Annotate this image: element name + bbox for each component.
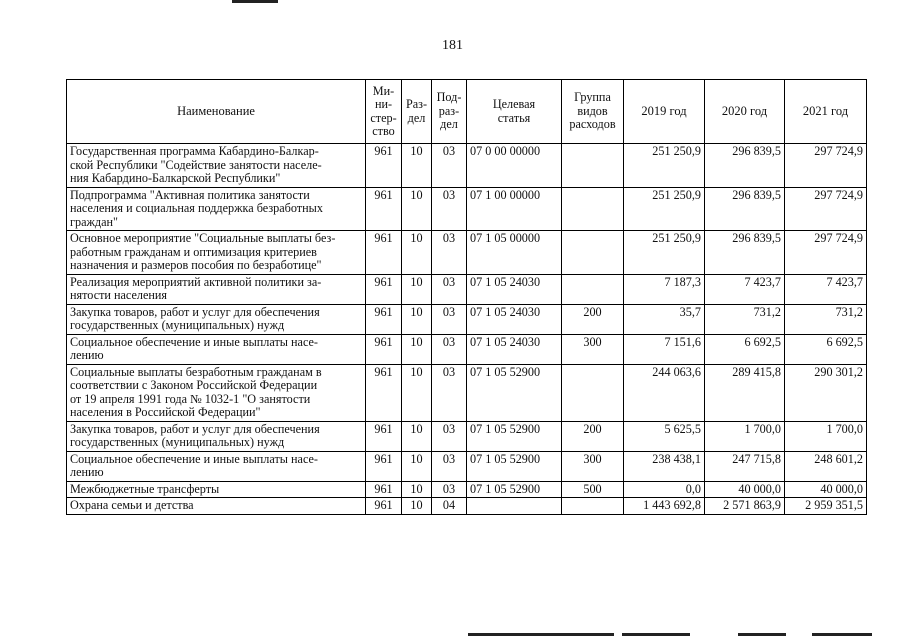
- header-section: [402, 80, 432, 144]
- amount-2020-cell: 1 700,0: [705, 421, 785, 451]
- row-name-line: Основное мероприятие "Социальные выплаты без-: [70, 231, 336, 245]
- scan-artifact-bottom: [738, 633, 786, 636]
- subsection-cell: 03: [432, 274, 467, 304]
- amount-2019-cell: 7 187,3: [624, 274, 705, 304]
- section-cell: 10: [402, 498, 432, 515]
- target-article-cell: 07 0 00 00000: [467, 144, 562, 188]
- row-name-cell: [67, 187, 366, 231]
- row-name-cell: [67, 451, 366, 481]
- row-name-line: Реализация мероприятий активной политики за-: [70, 274, 322, 289]
- amount-2019-cell: 238 438,1: [624, 451, 705, 481]
- amount-2021-cell: 1 700,0: [785, 421, 867, 451]
- target-article-cell: 07 1 05 00000: [467, 231, 562, 275]
- amount-2019-cell: 7 151,6: [624, 334, 705, 364]
- row-name-line: населения в Российской Федерации": [70, 405, 261, 419]
- table-row: [67, 481, 867, 498]
- amount-2019-cell: 251 250,9: [624, 144, 705, 188]
- expense-group-cell: 300: [562, 451, 624, 481]
- budget-table: [66, 79, 867, 515]
- header-subsection-line: Под-: [436, 90, 462, 105]
- row-name-line: Закупка товаров, работ и услуг для обеспечения: [70, 304, 320, 319]
- subsection-cell: 03: [432, 304, 467, 334]
- scan-artifact-bottom: [468, 633, 614, 636]
- header-target-line: статья: [497, 110, 531, 125]
- header-ministry-line: Ми-: [372, 83, 395, 98]
- table-row: [67, 187, 867, 231]
- table-row: [67, 334, 867, 364]
- row-name-line: от 19 апреля 1991 года № 1032-1 "О занятости: [70, 391, 311, 406]
- subsection-cell: 03: [432, 144, 467, 188]
- table-row: [67, 451, 867, 481]
- page-number: 181: [442, 38, 463, 53]
- ministry-cell: 961: [366, 304, 402, 334]
- row-name-cell: [67, 274, 366, 304]
- row-name-cell: [67, 231, 366, 275]
- target-article-cell: 07 1 05 52900: [467, 421, 562, 451]
- header-group-line: видов: [577, 103, 608, 118]
- header-name: Наименование: [67, 80, 366, 144]
- row-name-cell: [67, 498, 366, 515]
- amount-2021-cell: 40 000,0: [785, 481, 867, 498]
- scan-artifact-bottom: [622, 633, 690, 636]
- table-row: [67, 364, 867, 421]
- ministry-cell: 961: [366, 498, 402, 515]
- subsection-cell: 03: [432, 187, 467, 231]
- expense-group-cell: 500: [562, 481, 624, 498]
- amount-2021-cell: 297 724,9: [785, 187, 867, 231]
- amount-2021-cell: 731,2: [785, 304, 867, 334]
- header-group-line: Группа: [574, 90, 611, 105]
- ministry-cell: 961: [366, 364, 402, 421]
- row-name-line: ния Кабардино-Балкарской Республики": [70, 171, 281, 185]
- target-article-cell: 07 1 00 00000: [467, 187, 562, 231]
- amount-2019-cell: 251 250,9: [624, 187, 705, 231]
- row-name-line: работным гражданам и оптимизация критериев: [70, 244, 317, 259]
- expense-group-cell: 200: [562, 421, 624, 451]
- ministry-cell: 961: [366, 451, 402, 481]
- row-name-line: Межбюджетные трансферты: [70, 481, 220, 496]
- row-name-line: Подпрограмма "Активная политика занятости: [70, 187, 310, 202]
- budget-table-body: [67, 144, 867, 515]
- row-name-cell: [67, 421, 366, 451]
- expense-group-cell: [562, 498, 624, 515]
- table-row: [67, 231, 867, 275]
- header-ministry-line: ство: [372, 124, 395, 138]
- section-cell: 10: [402, 187, 432, 231]
- target-article-cell: 07 1 05 24030: [467, 274, 562, 304]
- row-name-line: государственных (муниципальных) нужд: [70, 318, 285, 332]
- amount-2020-cell: 40 000,0: [705, 481, 785, 498]
- amount-2020-cell: 247 715,8: [705, 451, 785, 481]
- expense-group-cell: 300: [562, 334, 624, 364]
- header-subsection-line: дел: [440, 117, 458, 132]
- subsection-cell: 03: [432, 231, 467, 275]
- row-name-line: Закупка товаров, работ и услуг для обеспечения: [70, 421, 320, 436]
- row-name-cell: [67, 481, 366, 498]
- scan-artifact-top: [232, 0, 278, 3]
- row-name-line: Социальные выплаты безработным гражданам в: [70, 364, 322, 379]
- table-row: [67, 304, 867, 334]
- header-ministry: [366, 80, 402, 144]
- header-ministry-line: стер-: [370, 110, 397, 125]
- amount-2020-cell: 296 839,5: [705, 231, 785, 275]
- table-header-row: [67, 80, 867, 144]
- row-name-line: нятости населения: [70, 288, 168, 302]
- ministry-cell: 961: [366, 334, 402, 364]
- row-name-line: Охрана семьи и детства: [70, 498, 194, 512]
- amount-2020-cell: 296 839,5: [705, 187, 785, 231]
- ministry-cell: 961: [366, 231, 402, 275]
- header-subsection: [432, 80, 467, 144]
- amount-2019-cell: 251 250,9: [624, 231, 705, 275]
- header-2019: 2019 год: [624, 80, 705, 144]
- section-cell: 10: [402, 304, 432, 334]
- expense-group-cell: [562, 187, 624, 231]
- amount-2020-cell: 6 692,5: [705, 334, 785, 364]
- subsection-cell: 03: [432, 364, 467, 421]
- row-name-line: Государственная программа Кабардино-Балкар-: [70, 144, 319, 158]
- header-target: [467, 80, 562, 144]
- scan-artifact-bottom: [812, 633, 872, 636]
- section-cell: 10: [402, 144, 432, 188]
- subsection-cell: 04: [432, 498, 467, 515]
- row-name-cell: [67, 364, 366, 421]
- header-2020: 2020 год: [705, 80, 785, 144]
- target-article-cell: 07 1 05 24030: [467, 304, 562, 334]
- amount-2021-cell: 297 724,9: [785, 231, 867, 275]
- amount-2020-cell: 296 839,5: [705, 144, 785, 188]
- subsection-cell: 03: [432, 451, 467, 481]
- amount-2019-cell: 5 625,5: [624, 421, 705, 451]
- ministry-cell: 961: [366, 421, 402, 451]
- ministry-cell: 961: [366, 144, 402, 188]
- section-cell: 10: [402, 451, 432, 481]
- section-cell: 10: [402, 421, 432, 451]
- ministry-cell: 961: [366, 187, 402, 231]
- row-name-line: Социальное обеспечение и иные выплаты насе-: [70, 451, 318, 466]
- amount-2019-cell: 0,0: [624, 481, 705, 498]
- subsection-cell: 03: [432, 334, 467, 364]
- header-target-line: Целевая: [492, 97, 536, 111]
- amount-2021-cell: 290 301,2: [785, 364, 867, 421]
- section-cell: 10: [402, 364, 432, 421]
- header-ministry-line: ни-: [374, 97, 393, 111]
- section-cell: 10: [402, 231, 432, 275]
- row-name-cell: [67, 144, 366, 188]
- row-name-line: Социальное обеспечение и иные выплаты насе-: [70, 334, 318, 349]
- table-row: [67, 144, 867, 188]
- subsection-cell: 03: [432, 421, 467, 451]
- expense-group-cell: [562, 364, 624, 421]
- amount-2021-cell: 6 692,5: [785, 334, 867, 364]
- amount-2020-cell: 731,2: [705, 304, 785, 334]
- row-name-line: ской Республики "Содействие занятости населе-: [70, 157, 322, 172]
- amount-2021-cell: 297 724,9: [785, 144, 867, 188]
- row-name-line: граждан": [70, 214, 119, 229]
- expense-group-cell: [562, 274, 624, 304]
- amount-2019-cell: 1 443 692,8: [624, 498, 705, 515]
- header-section-line: Раз-: [405, 97, 428, 111]
- amount-2020-cell: 2 571 863,9: [705, 498, 785, 515]
- expense-group-cell: [562, 144, 624, 188]
- ministry-cell: 961: [366, 274, 402, 304]
- amount-2021-cell: 7 423,7: [785, 274, 867, 304]
- target-article-cell: 07 1 05 52900: [467, 451, 562, 481]
- header-2021: 2021 год: [785, 80, 867, 144]
- amount-2021-cell: 248 601,2: [785, 451, 867, 481]
- header-subsection-line: раз-: [438, 103, 460, 118]
- section-cell: 10: [402, 274, 432, 304]
- row-name-line: лению: [70, 348, 104, 362]
- table-row: [67, 421, 867, 451]
- ministry-cell: 961: [366, 481, 402, 498]
- header-group: [562, 80, 624, 144]
- section-cell: 10: [402, 481, 432, 498]
- amount-2021-cell: 2 959 351,5: [785, 498, 867, 515]
- amount-2019-cell: 244 063,6: [624, 364, 705, 421]
- row-name-line: лению: [70, 465, 104, 479]
- target-article-cell: 07 1 05 52900: [467, 364, 562, 421]
- row-name-line: государственных (муниципальных) нужд: [70, 435, 285, 449]
- target-article-cell: [467, 498, 562, 515]
- target-article-cell: 07 1 05 24030: [467, 334, 562, 364]
- row-name-cell: [67, 304, 366, 334]
- header-section-line: дел: [407, 110, 426, 125]
- section-cell: 10: [402, 334, 432, 364]
- subsection-cell: 03: [432, 481, 467, 498]
- table-row: [67, 498, 867, 515]
- expense-group-cell: 200: [562, 304, 624, 334]
- row-name-line: назначения и размеров пособия по безработице": [70, 258, 322, 272]
- header-group-line: расходов: [569, 117, 616, 132]
- row-name-line: населения и социальная поддержка безработных: [70, 201, 323, 215]
- row-name-cell: [67, 334, 366, 364]
- amount-2020-cell: 289 415,8: [705, 364, 785, 421]
- target-article-cell: 07 1 05 52900: [467, 481, 562, 498]
- expense-group-cell: [562, 231, 624, 275]
- amount-2020-cell: 7 423,7: [705, 274, 785, 304]
- amount-2019-cell: 35,7: [624, 304, 705, 334]
- table-row: [67, 274, 867, 304]
- row-name-line: соответствии с Законом Российской Федерации: [70, 378, 318, 392]
